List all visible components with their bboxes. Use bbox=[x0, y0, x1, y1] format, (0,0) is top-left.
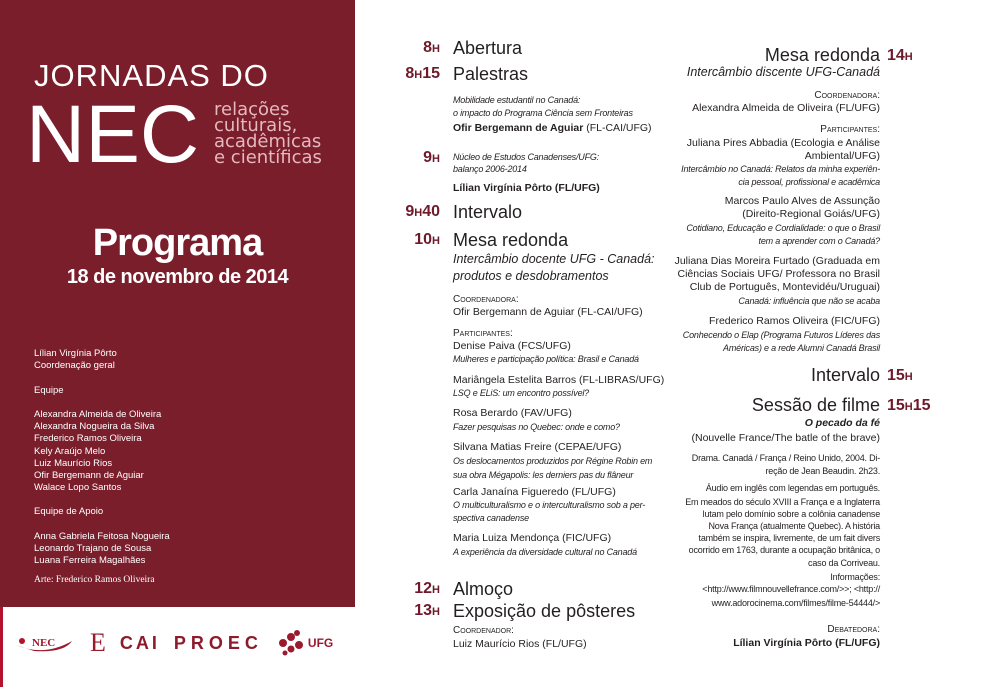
talk-title: Américas) e a rede Alumni Canadá Brasil bbox=[723, 343, 880, 353]
credit-line bbox=[34, 397, 170, 409]
cai-logo: CAI bbox=[119, 632, 160, 653]
film-info: Drama. Canadá / França / Reino Unido, 2004. Di- bbox=[691, 453, 880, 463]
talk-title: Mulheres e participação política: Brasil e Canadá bbox=[453, 354, 639, 364]
speaker-affiliation: (FL-CAI/UFG) bbox=[583, 122, 652, 134]
credit-line bbox=[34, 519, 170, 531]
red-edge-divider bbox=[0, 607, 3, 687]
event-exposicao-posteres: Exposição de pôsteres bbox=[453, 601, 636, 621]
credit-line: Alexandra Nogueira da Silva bbox=[34, 421, 155, 433]
ufg-logo bbox=[277, 629, 333, 657]
film-synopsis: caso da Corriveau. bbox=[808, 558, 880, 568]
event-abertura: Abertura bbox=[453, 38, 523, 58]
e-logo: E bbox=[90, 628, 106, 657]
film-info-label: Informações: bbox=[830, 572, 880, 582]
credit-line: Frederico Ramos Oliveira bbox=[34, 433, 142, 445]
credit-line: Lílian Virgínia Pôrto bbox=[34, 348, 117, 359]
talk-title: Os deslocamentos produzidos por Régine Robin em bbox=[453, 456, 653, 466]
talk-title: balanço 2006-2014 bbox=[453, 164, 527, 174]
talk-title: Intercâmbio no Canadá: Relatos da minha experiên- bbox=[681, 164, 880, 174]
ufg-hexagons-icon bbox=[277, 629, 305, 657]
credit-line: Ofir Bergemann de Aguiar bbox=[34, 469, 144, 481]
talk-title: cia pessoal, profissional e acadêmica bbox=[738, 177, 880, 187]
event-mesa-redonda: Mesa redonda bbox=[453, 230, 569, 250]
talk-title: o impacto do Programa Ciência sem Fronteiras bbox=[453, 108, 633, 118]
talk-title: spectiva canadense bbox=[453, 513, 529, 523]
credit-line: Equipe bbox=[34, 384, 64, 396]
debater-name: Lílian Virgínia Pôrto (FL/UFG) bbox=[733, 637, 880, 649]
subtitle-line: culturais, bbox=[214, 115, 298, 136]
nec-logo-icon bbox=[14, 631, 76, 655]
talk-title: Cotidiano, Educação e Cordialidade: o que o Brasil bbox=[686, 223, 880, 233]
logos-row bbox=[14, 628, 333, 658]
speaker-name: Lílian Virgínia Pôrto (FL/UFG) bbox=[453, 182, 600, 194]
participant-name: (Direito-Regional Goiás/UFG) bbox=[742, 208, 880, 220]
time-label: 15h15 bbox=[887, 397, 931, 414]
session-subtitle: produtos e desdobramentos bbox=[453, 269, 609, 283]
event-subtitle bbox=[214, 99, 322, 168]
talk-title: Fazer pesquisas no Quebec: onde e como? bbox=[453, 422, 620, 432]
event-title-nec: NEC bbox=[26, 89, 200, 180]
participant-name: Maria Luiza Mendonça (FIC/UFG) bbox=[453, 532, 612, 544]
talk-title: LSQ e ELiS: um encontro possível? bbox=[453, 388, 589, 398]
coordinator-name: Luiz Maurício Rios (FL/UFG) bbox=[453, 638, 587, 650]
film-synopsis: também se inspira, livremente, de um fait divers bbox=[698, 533, 880, 543]
time-label: 9h40 bbox=[405, 203, 440, 220]
svg-text:NEC: NEC bbox=[32, 637, 56, 649]
event-title-line: JORNADAS DO bbox=[34, 58, 269, 93]
film-link[interactable]: www.adorocinema.com/filmes/filme-54444/> bbox=[711, 598, 880, 608]
credits-list bbox=[34, 348, 170, 567]
credit-line: Leonardo Trajano de Sousa bbox=[34, 543, 152, 554]
film-synopsis: lutam pelo domínio sobre a colônia canadense bbox=[702, 509, 880, 519]
role-label: Participantes: bbox=[453, 328, 513, 339]
credit-line: Luana Ferreira Magalhães bbox=[34, 555, 146, 567]
event-mesa-redonda-2: Mesa redonda bbox=[764, 45, 880, 65]
film-original-title: (Nouvelle France/The batle of the brave) bbox=[691, 432, 880, 444]
talk-title: sua obra Mégapolis: les derniers pas du flâneur bbox=[453, 470, 634, 480]
credit-line: Alexandra Almeida de Oliveira bbox=[34, 408, 162, 420]
time-label: 13h bbox=[414, 602, 440, 619]
event-intervalo-2: Intervalo bbox=[810, 365, 880, 385]
film-audio: Áudio em inglês com legendas em português. bbox=[705, 483, 880, 493]
speaker-name: Ofir Bergemann de Aguiar bbox=[453, 122, 584, 134]
time-label: 10h bbox=[414, 231, 440, 248]
talk-title: tem a aprender com o Canadá? bbox=[758, 236, 880, 246]
film-synopsis: ocorrido em 1763, durante a ocupação britânica, o bbox=[688, 545, 880, 555]
ufg-text: UFG bbox=[307, 636, 334, 650]
event-palestras: Palestras bbox=[453, 64, 529, 84]
proec-logo: PROEC bbox=[173, 632, 263, 653]
coordinator-name: Alexandra Almeida de Oliveira (FL/UFG) bbox=[692, 102, 880, 114]
role-label: Coordenador: bbox=[453, 625, 514, 636]
talk-title: O multiculturalismo e o interculturalismo sob a per- bbox=[453, 500, 646, 510]
credit-line bbox=[34, 372, 170, 384]
time-label: 9h bbox=[423, 149, 440, 166]
participant-name: Frederico Ramos Oliveira (FIC/UFG) bbox=[709, 315, 880, 327]
talk-title: Conhecendo o Elap (Programa Futuros Líderes das bbox=[682, 330, 880, 340]
program-title: Programa bbox=[92, 222, 263, 264]
film-title: O pecado da fé bbox=[804, 417, 880, 429]
talk-title: Canadá: influência que não se acaba bbox=[738, 296, 880, 306]
participant-name: Marcos Paulo Alves de Assunção bbox=[724, 195, 880, 207]
participant-name: Denise Paiva (FCS/UFG) bbox=[453, 340, 571, 352]
session-subtitle: Intercâmbio discente UFG-Canadá bbox=[686, 65, 880, 79]
program-date: 18 de novembro de 2014 bbox=[66, 266, 289, 288]
event-sessao-filme: Sessão de filme bbox=[751, 395, 880, 415]
event-almoco: Almoço bbox=[453, 579, 514, 599]
role-label: Debatedora: bbox=[827, 624, 880, 635]
participant-name: Club de Português, Montevidéu/Uruguai) bbox=[689, 281, 880, 293]
time-label: 8h15 bbox=[405, 65, 440, 82]
credit-line: Coordenação geral bbox=[34, 360, 115, 372]
participant-name: Silvana Matias Freire (CEPAE/UFG) bbox=[453, 441, 622, 453]
subtitle-line: acadêmicas bbox=[214, 131, 322, 152]
time-label: 14h bbox=[887, 47, 913, 64]
film-synopsis: Nova França (atualmente Quebec). A história bbox=[708, 521, 880, 531]
speaker bbox=[453, 122, 652, 134]
credit-line: Anna Gabriela Feitosa Nogueira bbox=[34, 530, 170, 542]
participant-name: Carla Janaína Figueredo (FL/UFG) bbox=[453, 486, 616, 498]
credit-line: Equipe de Apoio bbox=[34, 506, 104, 518]
coordinator-name: Ofir Bergemann de Aguiar (FL-CAI/UFG) bbox=[453, 306, 643, 318]
participant-name: Juliana Pires Abbadia (Ecologia e Análise bbox=[686, 137, 880, 149]
credit-line: Kely Araújo Melo bbox=[34, 445, 106, 457]
time-label: 15h bbox=[887, 367, 913, 384]
role-label: Participantes: bbox=[820, 124, 880, 135]
talk-title: Mobilidade estudantil no Canadá: bbox=[453, 95, 581, 105]
participant-name: Ambiental/UFG) bbox=[804, 150, 880, 162]
participant-name: Mariângela Estelita Barros (FL-LIBRAS/UFG) bbox=[453, 374, 665, 386]
participant-name: Juliana Dias Moreira Furtado (Graduada em bbox=[674, 255, 880, 267]
event-intervalo: Intervalo bbox=[453, 202, 523, 222]
time-label: 12h bbox=[414, 580, 440, 597]
role-label: Coordenadora: bbox=[453, 294, 519, 305]
subtitle-line: relações bbox=[214, 99, 290, 120]
role-label: Coordenadora: bbox=[814, 90, 880, 101]
session-subtitle: Intercâmbio docente UFG - Canadá: bbox=[453, 252, 655, 266]
credit-line: Walace Lopo Santos bbox=[34, 482, 122, 494]
talk-title: Núcleo de Estudos Canadenses/UFG: bbox=[453, 152, 599, 162]
art-credit: Arte: Frederico Ramos Oliveira bbox=[34, 575, 155, 585]
credit-line: Luiz Maurício Rios bbox=[34, 457, 113, 469]
talk-title: A experiência da diversidade cultural no Canadá bbox=[453, 547, 637, 557]
participant-name: Ciências Sociais UFG/ Professora no Brasil bbox=[677, 268, 880, 280]
film-link[interactable]: <http://www.filmnouvellefrance.com/>>; <http:// bbox=[702, 584, 880, 594]
participant-name: Rosa Berardo (FAV/UFG) bbox=[453, 407, 572, 419]
time-label: 8h bbox=[423, 39, 440, 56]
film-synopsis: Em meados do século XVIII a França e a Inglaterra bbox=[685, 497, 880, 507]
credit-line bbox=[34, 494, 170, 506]
film-info: reção de Jean Beaudin. 2h23. bbox=[765, 466, 880, 476]
subtitle-line: e científicas bbox=[214, 147, 322, 168]
